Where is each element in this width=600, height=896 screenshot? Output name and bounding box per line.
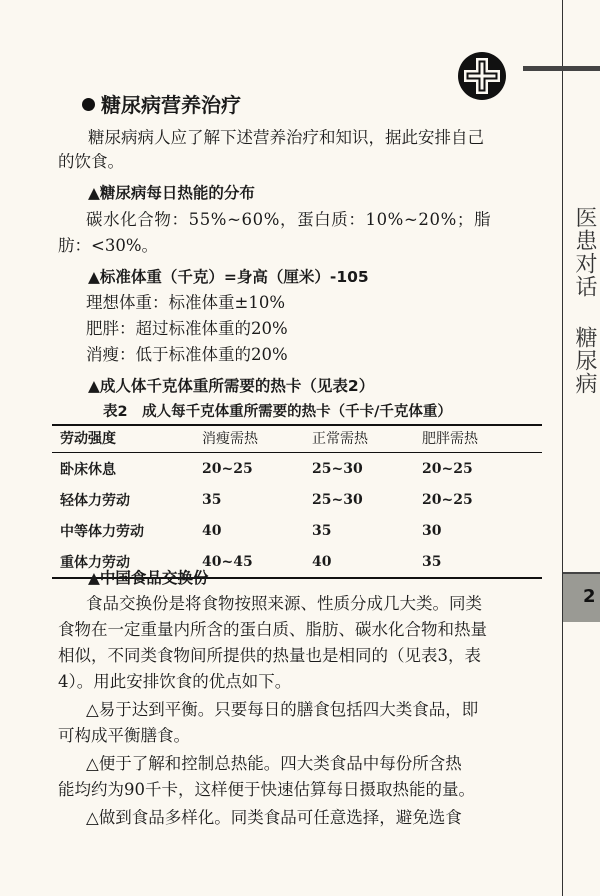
intro-line-2: 的饮食。 <box>58 152 124 171</box>
header-obese: 肥胖需热 <box>422 425 542 453</box>
weight-line-obese: 肥胖：超过标准体重的20% <box>86 319 288 338</box>
weight-line-thin: 消瘦：低于标准体重的20% <box>86 345 288 364</box>
cell-value: 30 <box>422 522 442 539</box>
header-thin: 消瘦需热 <box>202 425 312 453</box>
cell-value: 20~25 <box>422 460 473 477</box>
cell-value: 35 <box>312 522 332 539</box>
cell-value: 40~45 <box>202 546 312 578</box>
weight-line-ideal: 理想体重：标准体重±10% <box>86 293 285 312</box>
side-label-doctor-patient: 医患对话 <box>572 206 597 298</box>
cell-value: 35 <box>202 491 222 508</box>
subhead-energy: ▲糖尿病每日热能的分布 <box>88 184 255 202</box>
exchange-line-1: 食品交换份是将食物按照来源、性质分成几大类。同类 <box>86 594 482 613</box>
cell-value: 25~30 <box>312 491 363 508</box>
cell-intensity: 轻体力劳动 <box>60 492 130 509</box>
table-row <box>52 484 542 515</box>
table-row <box>52 453 542 485</box>
cell-value: 20~25 <box>202 460 253 477</box>
calorie-table <box>52 424 542 579</box>
cell-value: 40 <box>312 546 422 578</box>
cell-value: 35 <box>422 546 542 578</box>
subhead-standard-weight: ▲标准体重（千克）=身高（厘米）-105 <box>88 268 369 286</box>
cell-value: 20~25 <box>422 491 473 508</box>
advantage-energy-line-1: △便于了解和控制总热能。四大类食品中每份所含热 <box>86 754 462 773</box>
advantage-balance-line-1: △易于达到平衡。只要每日的膳食包括四大类食品，即 <box>86 700 479 719</box>
energy-line-1: 碳水化合物：55%~60%，蛋白质：10%~20%；脂 <box>86 210 492 229</box>
cell-intensity: 中等体力劳动 <box>60 523 144 540</box>
page-number: 2 <box>583 586 596 607</box>
table-header-row <box>52 425 542 453</box>
subhead-calorie-needs: ▲成人体千克体重所需要的热卡（见表2） <box>88 377 375 395</box>
cell-intensity: 卧床休息 <box>60 461 116 478</box>
exchange-line-3: 相似，不同类食物间所提供的热量也是相同的（见表3，表 <box>58 646 481 665</box>
advantage-energy-line-2: 能均约为90千卡，这样便于快速估算每日摄取热能的量。 <box>58 780 475 799</box>
cell-value: 40 <box>202 522 222 539</box>
side-label-diabetes: 糖尿病 <box>572 326 597 395</box>
advantage-balance-line-2: 可构成平衡膳食。 <box>58 726 190 745</box>
section-title <box>82 89 241 118</box>
table-caption: 表2 成人每千克体重所需要的热卡（千卡/千克体重） <box>103 404 452 420</box>
table-row <box>52 515 542 546</box>
bullet-dot-icon <box>82 98 95 111</box>
cell-intensity: 重体力劳动 <box>52 546 202 578</box>
header-labor-intensity: 劳动强度 <box>52 425 202 453</box>
margin-rule <box>562 0 563 896</box>
cell-value: 25~30 <box>312 460 363 477</box>
header-normal: 正常需热 <box>312 425 422 453</box>
energy-line-2: 肪：<30%。 <box>58 236 158 255</box>
section-title-text: 糖尿病营养治疗 <box>101 93 241 117</box>
header-bar <box>523 66 600 71</box>
exchange-line-4: 4）。用此安排饮食的优点如下。 <box>58 672 292 691</box>
exchange-line-2: 食物在一定重量内所含的蛋白质、脂肪、碳水化合物和热量 <box>58 620 487 639</box>
advantage-variety-line-1: △做到食品多样化。同类食品可任意选择，避免选食 <box>86 808 462 827</box>
medical-cross-logo-icon <box>456 50 508 102</box>
intro-line-1: 糖尿病病人应了解下述营养治疗和知识，据此安排自己 <box>88 128 484 147</box>
subhead-food-exchange: ▲中国食品交换份 <box>88 569 209 587</box>
